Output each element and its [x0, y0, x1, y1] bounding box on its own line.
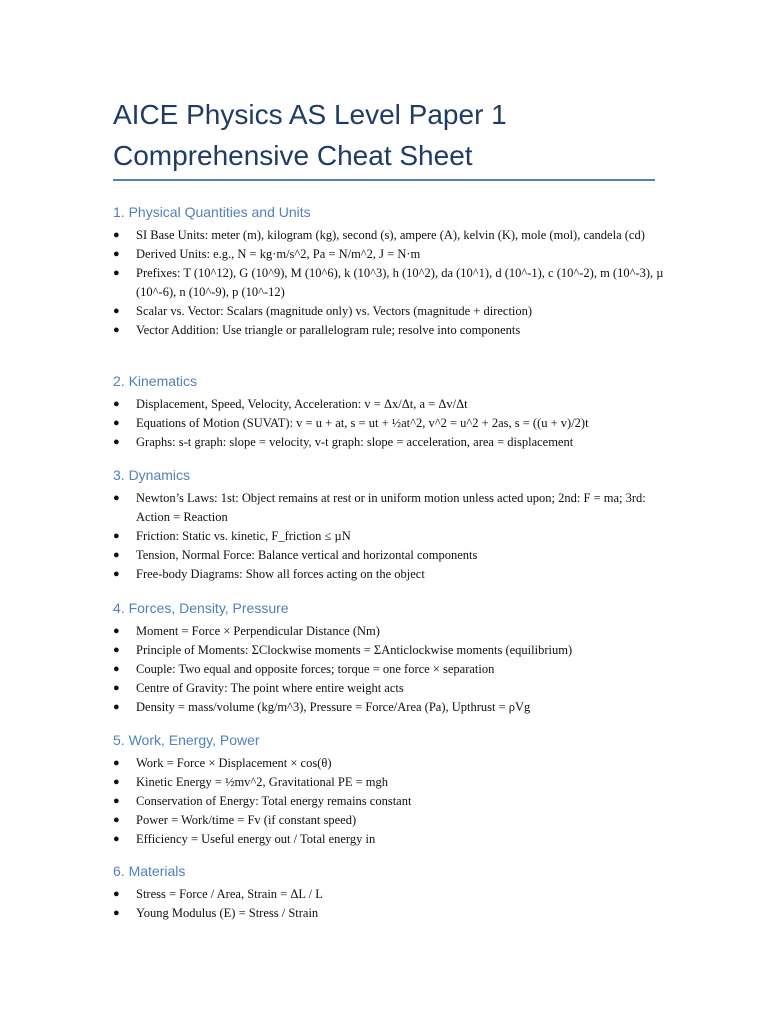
list-item: ● Stress = Force / Area, Strain = ΔL / L: [113, 885, 673, 904]
bullet-icon: ●: [113, 833, 120, 845]
bullet-icon: ●: [113, 436, 120, 448]
bullet-icon: ●: [113, 625, 120, 637]
bullet-icon: ●: [113, 267, 120, 279]
list-item: ● Centre of Gravity: The point where entire weight acts: [113, 679, 673, 698]
bullet-icon: ●: [113, 530, 120, 542]
list-item: ● Vector Addition: Use triangle or parallelogram rule; resolve into components: [113, 321, 673, 340]
list-item: ● Tension, Normal Force: Balance vertical and horizontal components: [113, 546, 673, 565]
bullet-icon: ●: [113, 776, 120, 788]
list-item: ● Power = Work/time = Fv (if constant speed): [113, 811, 673, 830]
list-item: ● Moment = Force × Perpendicular Distance (Nm): [113, 622, 673, 641]
bullet-list: [113, 395, 673, 452]
list-item: ● Efficiency = Useful energy out / Total energy in: [113, 830, 673, 849]
bullet-icon: ●: [113, 701, 120, 713]
list-item: ● Young Modulus (E) = Stress / Strain: [113, 904, 673, 923]
section-forces-density-pressure: [113, 598, 673, 717]
list-item: ● Principle of Moments: ΣClockwise moments = ΣAnticlockwise moments (equilibrium): [113, 641, 673, 660]
bullet-icon: ●: [113, 398, 120, 410]
list-item: ● Kinetic Energy = ½mv^2, Gravitational PE = mgh: [113, 773, 673, 792]
list-item: ● Graphs: s-t graph: slope = velocity, v-t graph: slope = acceleration, area = displacement: [113, 433, 673, 452]
bullet-icon: ●: [113, 549, 120, 561]
list-item: ● Equations of Motion (SUVAT): v = u + at, s = ut + ½at^2, v^2 = u^2 + 2as, s = ((u + v)/2)t: [113, 414, 673, 433]
list-item: ● Conservation of Energy: Total energy remains constant: [113, 792, 673, 811]
list-item: ● Derived Units: e.g., N = kg·m/s^2, Pa = N/m^2, J = N·m: [113, 245, 673, 264]
list-item: ● Prefixes: T (10^12), G (10^9), M (10^6), k (10^3), h (10^2), da (10^1), d (10^-1), c (10^-2), m (10^-3), µ (10^-6), n (10^-9), p (10^-12): [113, 266, 664, 299]
list-item: ● Scalar vs. Vector: Scalars (magnitude only) vs. Vectors (magnitude + direction): [113, 302, 673, 321]
list-item: ● SI Base Units: meter (m), kilogram (kg), second (s), ampere (A), kelvin (K), mole (mol), candela (cd): [113, 226, 673, 245]
list-item: ● Friction: Static vs. kinetic, F_friction ≤ µN: [113, 527, 673, 546]
page-title: [113, 94, 673, 176]
bullet-icon: ●: [113, 248, 120, 260]
bullet-icon: ●: [113, 305, 120, 317]
title-line-1: AICE Physics AS Level Paper 1: [113, 99, 507, 130]
list-item: ● Work = Force × Displacement × cos(θ): [113, 754, 673, 773]
section-heading: 3. Dynamics: [113, 467, 191, 483]
bullet-icon: ●: [113, 795, 120, 807]
section-heading: 5. Work, Energy, Power: [113, 732, 260, 748]
bullet-list: [113, 489, 673, 584]
bullet-icon: ●: [113, 814, 120, 826]
bullet-list: [113, 885, 673, 923]
title-line-2: Comprehensive Cheat Sheet: [113, 140, 473, 171]
section-dynamics: [113, 465, 673, 584]
bullet-icon: ●: [113, 324, 120, 336]
section-heading: 1. Physical Quantities and Units: [113, 204, 311, 220]
bullet-icon: ●: [113, 888, 120, 900]
bullet-list: [113, 226, 673, 340]
bullet-icon: ●: [113, 229, 120, 241]
title-underline: [113, 179, 655, 181]
section-heading: 6. Materials: [113, 863, 186, 879]
section-heading: 2. Kinematics: [113, 373, 198, 389]
list-item: ● Newton’s Laws: 1st: Object remains at rest or in uniform motion unless acted upon; 2nd: F = ma; 3rd: Action = Reaction: [113, 491, 646, 524]
section-physical-quantities: [113, 202, 673, 340]
section-kinematics: [113, 371, 673, 452]
bullet-list: [113, 622, 673, 717]
list-item: ● Displacement, Speed, Velocity, Acceleration: v = Δx/Δt, a = Δv/Δt: [113, 395, 673, 414]
bullet-icon: ●: [113, 682, 120, 694]
list-item: ● Free-body Diagrams: Show all forces acting on the object: [113, 565, 673, 584]
bullet-icon: ●: [113, 492, 120, 504]
bullet-icon: ●: [113, 644, 120, 656]
bullet-icon: ●: [113, 568, 120, 580]
bullet-icon: ●: [113, 757, 120, 769]
bullet-icon: ●: [113, 417, 120, 429]
list-item: ● Couple: Two equal and opposite forces; torque = one force × separation: [113, 660, 673, 679]
bullet-list: [113, 754, 673, 849]
section-materials: [113, 861, 673, 923]
bullet-icon: ●: [113, 663, 120, 675]
bullet-icon: ●: [113, 907, 120, 919]
section-work-energy-power: [113, 730, 673, 849]
list-item: ● Density = mass/volume (kg/m^3), Pressure = Force/Area (Pa), Upthrust = ρVg: [113, 698, 673, 717]
section-heading: 4. Forces, Density, Pressure: [113, 600, 289, 616]
